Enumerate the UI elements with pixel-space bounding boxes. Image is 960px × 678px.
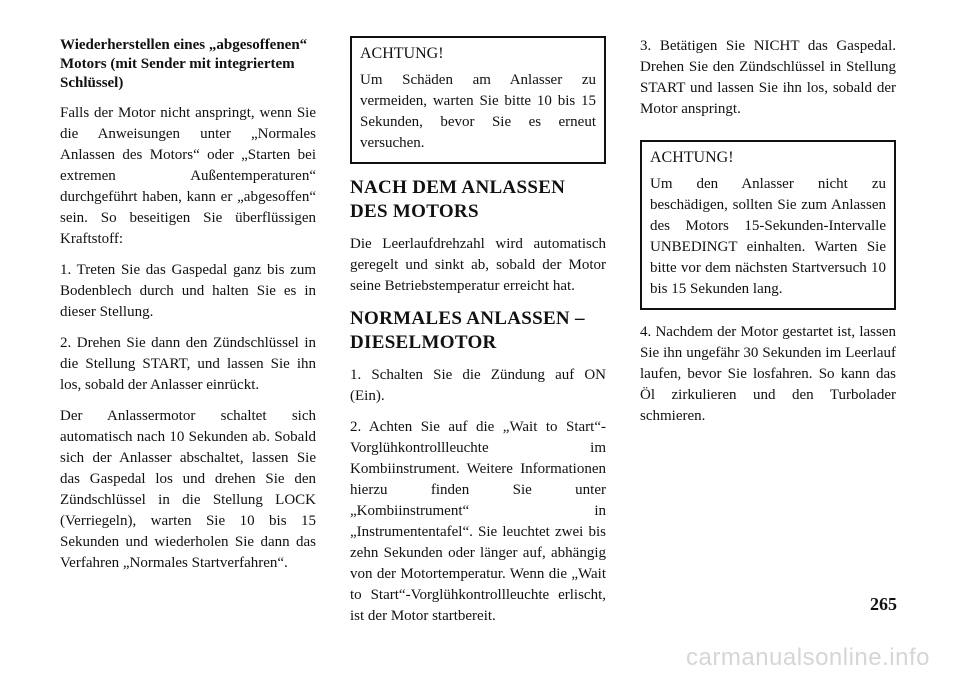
caution-title: ACHTUNG! <box>650 149 734 166</box>
paragraph: Falls der Motor nicht anspringt, wenn Sie die Anweisungen unter „Normales Anlassen des Motors“ oder „Starten bei extremen Außentemperaturen“ durchgeführt haben, kann er „abgesoffen“ sein. So beseitigen Sie überflüssigen Kraftstoff: <box>60 105 316 247</box>
paragraph: Die Leerlaufdrehzahl wird automatisch geregelt und sinkt ab, sobald der Motor seine Betriebstemperatur erreicht hat. <box>350 236 606 294</box>
paragraph: Der Anlassermotor schaltet sich automatisch nach 10 Sekunden ab. Sobald sich der Anlasser abschaltet, lassen Sie das Gaspedal los und drehen Sie den Zündschlüssel in die Stellung LOCK (Verriegeln), warten Sie 10 bis 15 Sekunden und wiederholen Sie dann das Verfahren „Normales Startverfahren“. <box>60 408 316 571</box>
step-4: 4. Nachdem der Motor gestartet ist, lassen Sie ihn ungefähr 30 Sekunden im Leerlauf laufen, bevor Sie losfahren. So kann das Öl zirkulieren und den Turbolader schmieren. <box>640 324 896 424</box>
caution-text: Um Schäden am Anlasser zu vermeiden, warten Sie bitte 10 bis 15 Sekunden, bevor Sie es erneut versuchen. <box>360 72 596 151</box>
page-number: 265 <box>870 594 897 614</box>
section-heading: NORMALES ANLASSEN – DIESELMOTOR <box>350 308 585 353</box>
step-1: 1. Treten Sie das Gaspedal ganz bis zum Bodenblech durch und halten Sie es in dieser Stellung. <box>60 262 316 320</box>
column-left <box>60 36 316 584</box>
caution-box <box>640 140 896 310</box>
step-2: 2. Achten Sie auf die „Wait to Start“-Vorglühkontrollleuchte im Kombiinstrument. Weitere Informationen hierzu finden Sie unter „Kombiinstrument“ in „Instrumententafel“. Sie leuchtet zwei bis zehn Sekunden oder länger auf, abhängig von der Motortemperatur. Wenn die „Wait to Start“-Vorglühkontrollleuchte erlischt, ist der Motor startbereit. <box>350 419 606 624</box>
caution-title: ACHTUNG! <box>360 45 444 62</box>
watermark: carmanualsonline.info <box>686 644 930 671</box>
caution-text: Um den Anlasser nicht zu beschädigen, sollten Sie zum Anlassen des Motors 15-Sekunden-Intervalle UNBEDINGT einhalten. Warten Sie bitte vor dem nächsten Startversuch 10 bis 15 Sekunden lang. <box>650 176 886 297</box>
step-1: 1. Schalten Sie die Zündung auf ON (Ein). <box>350 367 606 404</box>
step-3: 3. Betätigen Sie NICHT das Gaspedal. Drehen Sie den Zündschlüssel in Stellung START und lassen Sie ihn los, sobald der Motor anspringt. <box>640 38 896 117</box>
caution-box <box>350 36 606 164</box>
section-subheading: Wiederherstellen eines „abgesoffenen“ Motors (mit Sender mit integriertem Schlüssel) <box>60 37 308 91</box>
column-right <box>640 36 896 437</box>
section-heading: NACH DEM ANLASSEN DES MOTORS <box>350 177 566 222</box>
step-2: 2. Drehen Sie dann den Zündschlüssel in die Stellung START, und lassen Sie ihn los, sobald der Anlasser einrückt. <box>60 335 316 393</box>
column-middle <box>350 36 606 637</box>
